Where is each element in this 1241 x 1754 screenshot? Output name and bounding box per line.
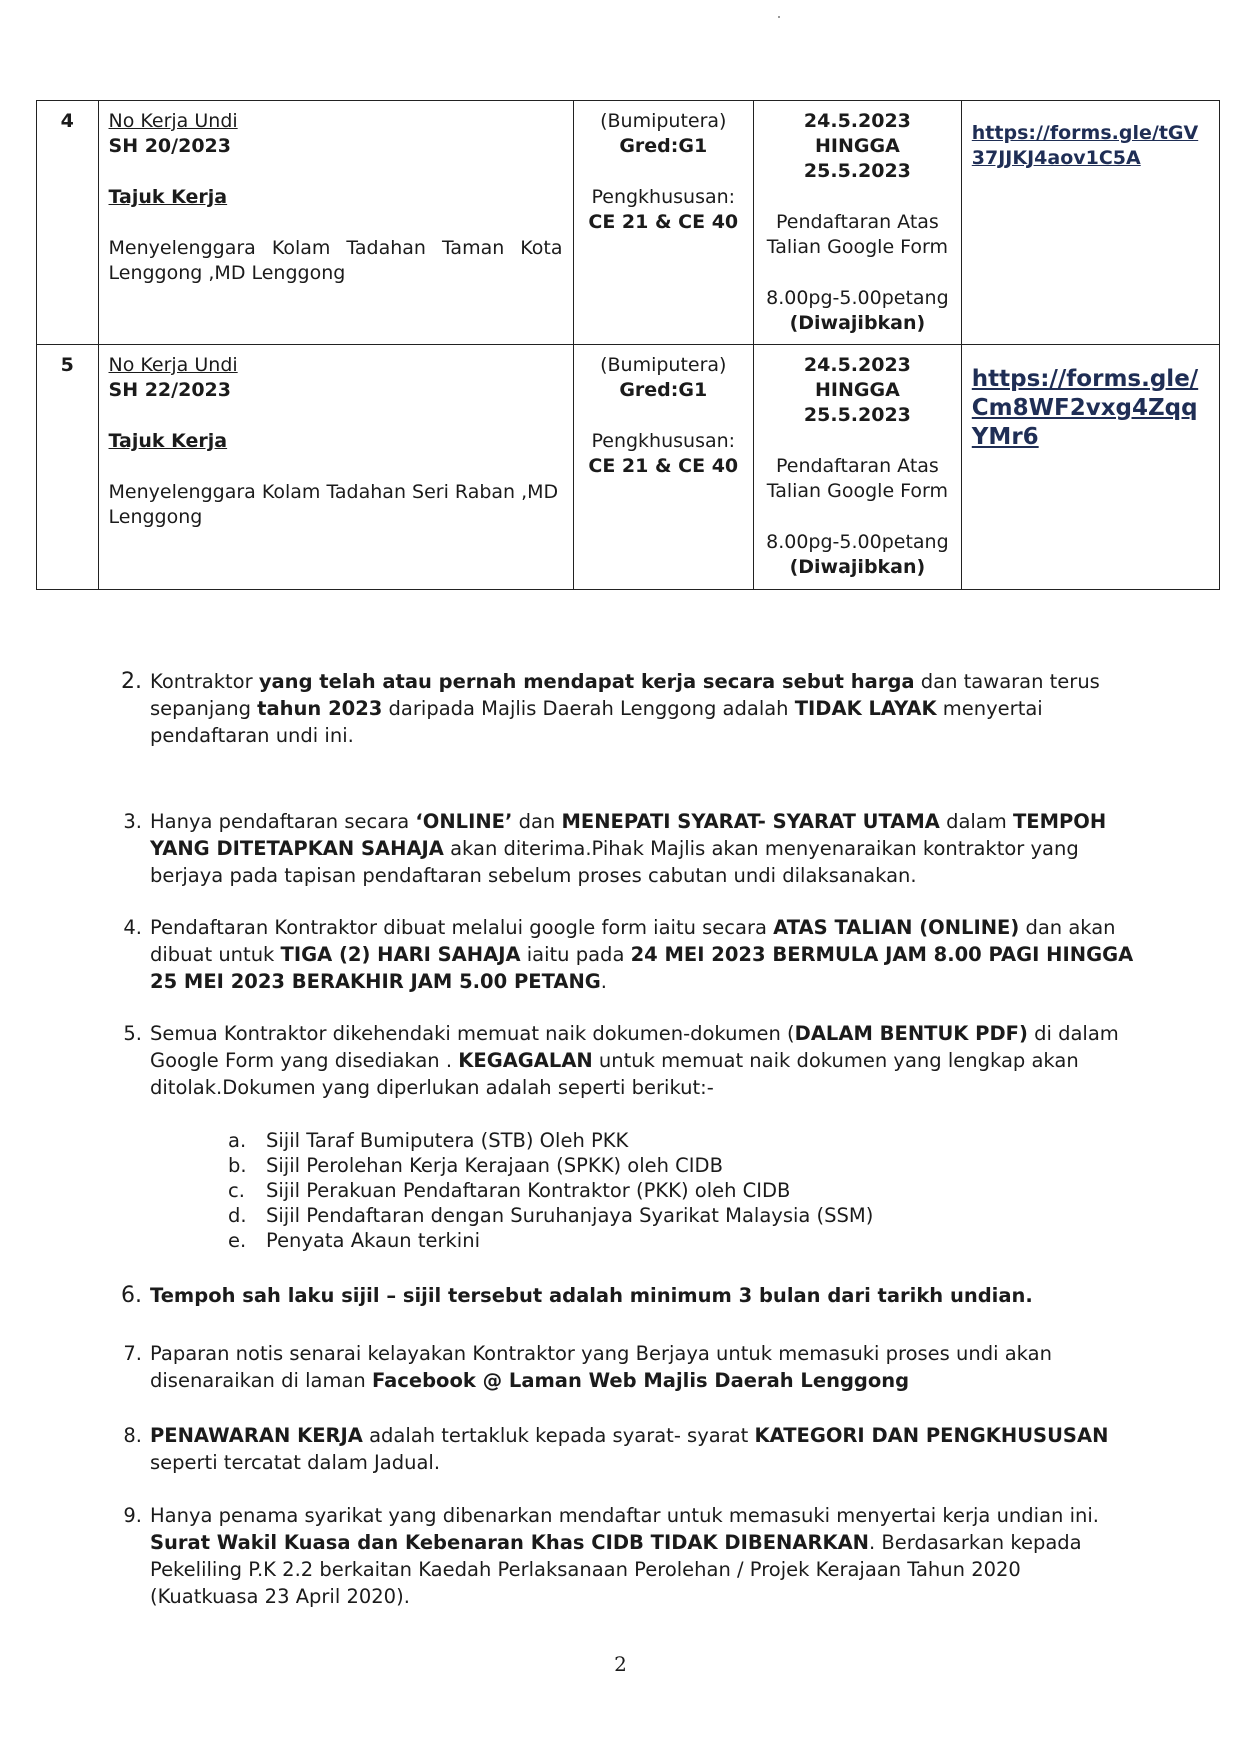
work-title: Menyelenggara Kolam Tadahan Seri Raban ,MD Lenggong: [108, 481, 559, 528]
date-cell: [754, 101, 962, 345]
ref-number: SH 20/2023: [108, 135, 231, 157]
item-9: 9. Hanya penama syarikat yang dibenarkan mendaftar untuk memasuki menyertai kerja undian ini. Surat Wakil Kuasa dan Kebenaran Khas CIDB TIDAK DIBENARKAN. Berdasarkan kepada Pekeliling P.K 2.2 berkaitan Kaedah Perlaksanaan Perolehan / Projek Kerajaan Tahun 2020 (Kuatkuasa 23 April 2020).: [150, 1502, 1135, 1610]
item-number: 4.: [123, 916, 142, 939]
work-title: Menyelenggara Kolam Tadahan Taman Kota Lenggong ,MD Lenggong: [108, 237, 563, 284]
work-details-cell: [98, 101, 573, 345]
date-to: 25.5.2023: [803, 404, 911, 426]
date-to-label: HINGGA: [815, 135, 900, 157]
table-row: [37, 345, 1220, 590]
ref-label: No Kerja Undi: [108, 110, 238, 132]
item-7: 7. Paparan notis senarai kelayakan Kontraktor yang Berjaya untuk memasuki proses undi akan disenaraikan di laman Facebook @ Laman Web Majlis Daerah Lenggong: [150, 1340, 1135, 1394]
date-from: 24.5.2023: [803, 354, 911, 376]
spec-label: Pengkhususan:: [591, 430, 736, 452]
registration-note: Pendaftaran Atas Talian Google Form: [766, 211, 949, 258]
mandatory-note: (Diwajibkan): [789, 312, 926, 334]
item-4: 4. Pendaftaran Kontraktor dibuat melalui google form iaitu secara ATAS TALIAN (ONLINE) dan akan dibuat untuk TIGA (2) HARI SAHAJA iaitu pada 24 MEI 2023 BERMULA JAM 8.00 PAGI HINGGA 25 MEI 2023 BERAKHIR JAM 5.00 PETANG.: [150, 914, 1135, 995]
mandatory-note: (Diwajibkan): [789, 556, 926, 578]
item-8: 8. PENAWARAN KERJA adalah tertakluk kepada syarat- syarat KATEGORI DAN PENGKHUSUSAN seperti tercatat dalam Jadual.: [150, 1422, 1135, 1476]
link-cell: [961, 345, 1219, 590]
scan-speck: [778, 16, 780, 18]
table-row: [37, 101, 1220, 345]
item-number: 5.: [123, 1022, 142, 1045]
date-cell: [754, 345, 962, 590]
item-number: 9.: [123, 1504, 142, 1527]
category-cell: [573, 345, 754, 590]
item-3: 3. Hanya pendaftaran secara ‘ONLINE’ dan MENEPATI SYARAT- SYARAT UTAMA dalam TEMPOH YANG DITETAPKAN SAHAJA akan diterima.Pihak Majlis akan menyenaraikan kontraktor yang berjaya pada tapisan pendaftaran sebelum proses cabutan undi dilaksanakan.: [150, 808, 1135, 889]
date-from: 24.5.2023: [803, 110, 911, 132]
category: (Bumiputera): [600, 354, 727, 376]
category: (Bumiputera): [600, 110, 727, 132]
item-number: 2.: [121, 669, 142, 694]
page-number: 2: [614, 1652, 627, 1676]
ref-number: SH 22/2023: [108, 379, 231, 401]
list-item: a. Sijil Taraf Bumiputera (STB) Oleh PKK: [228, 1129, 629, 1152]
required-documents-list: [228, 1128, 1028, 1253]
spec: CE 21 & CE 40: [588, 211, 739, 233]
item-number: 3.: [123, 810, 142, 833]
google-form-link[interactable]: https://forms.gle/tGV37JJKJ4aov1C5A: [971, 122, 1199, 169]
spec-label: Pengkhususan:: [591, 186, 736, 208]
hours: 8.00pg-5.00petang: [766, 287, 949, 309]
item-number: 8.: [123, 1424, 142, 1447]
grade: Gred:G1: [619, 379, 708, 401]
link-cell: [961, 101, 1219, 345]
google-form-link[interactable]: https://forms.gle/Cm8WF2vxg4ZqqYMr6: [971, 366, 1199, 450]
work-details-cell: [98, 345, 573, 590]
list-item: b. Sijil Perolehan Kerja Kerajaan (SPKK) oleh CIDB: [228, 1154, 723, 1177]
list-item: d. Sijil Pendaftaran dengan Suruhanjaya Syarikat Malaysia (SSM): [228, 1204, 874, 1227]
item-2: 2. Kontraktor yang telah atau pernah mendapat kerja secara sebut harga dan tawaran terus sepanjang tahun 2023 daripada Majlis Daerah Lenggong adalah TIDAK LAYAK menyertai pendaftaran undi ini.: [150, 668, 1135, 749]
row-number: 4: [37, 101, 99, 345]
work-table: [36, 100, 1220, 590]
grade: Gred:G1: [619, 135, 708, 157]
item-number: 6.: [121, 1283, 142, 1308]
spec: CE 21 & CE 40: [588, 455, 739, 477]
item-number: 7.: [123, 1342, 142, 1365]
ref-label: No Kerja Undi: [108, 354, 238, 376]
hours: 8.00pg-5.00petang: [766, 531, 949, 553]
title-label: Tajuk Kerja: [108, 186, 228, 208]
date-to-label: HINGGA: [815, 379, 900, 401]
date-to: 25.5.2023: [803, 160, 911, 182]
title-label: Tajuk Kerja: [108, 430, 228, 452]
row-number: 5: [37, 345, 99, 590]
list-item: c. Sijil Perakuan Pendaftaran Kontraktor (PKK) oleh CIDB: [228, 1179, 791, 1202]
category-cell: [573, 101, 754, 345]
registration-note: Pendaftaran Atas Talian Google Form: [766, 455, 949, 502]
item-5: 5. Semua Kontraktor dikehendaki memuat naik dokumen-dokumen (DALAM BENTUK PDF) di dalam Google Form yang disediakan . KEGAGALAN untuk memuat naik dokumen yang lengkap akan ditolak.Dokumen yang diperlukan adalah seperti berikut:-: [150, 1020, 1135, 1101]
item-6: 6. Tempoh sah laku sijil – sijil tersebut adalah minimum 3 bulan dari tarikh undian.: [150, 1282, 1135, 1309]
list-item: e. Penyata Akaun terkini: [228, 1229, 481, 1252]
